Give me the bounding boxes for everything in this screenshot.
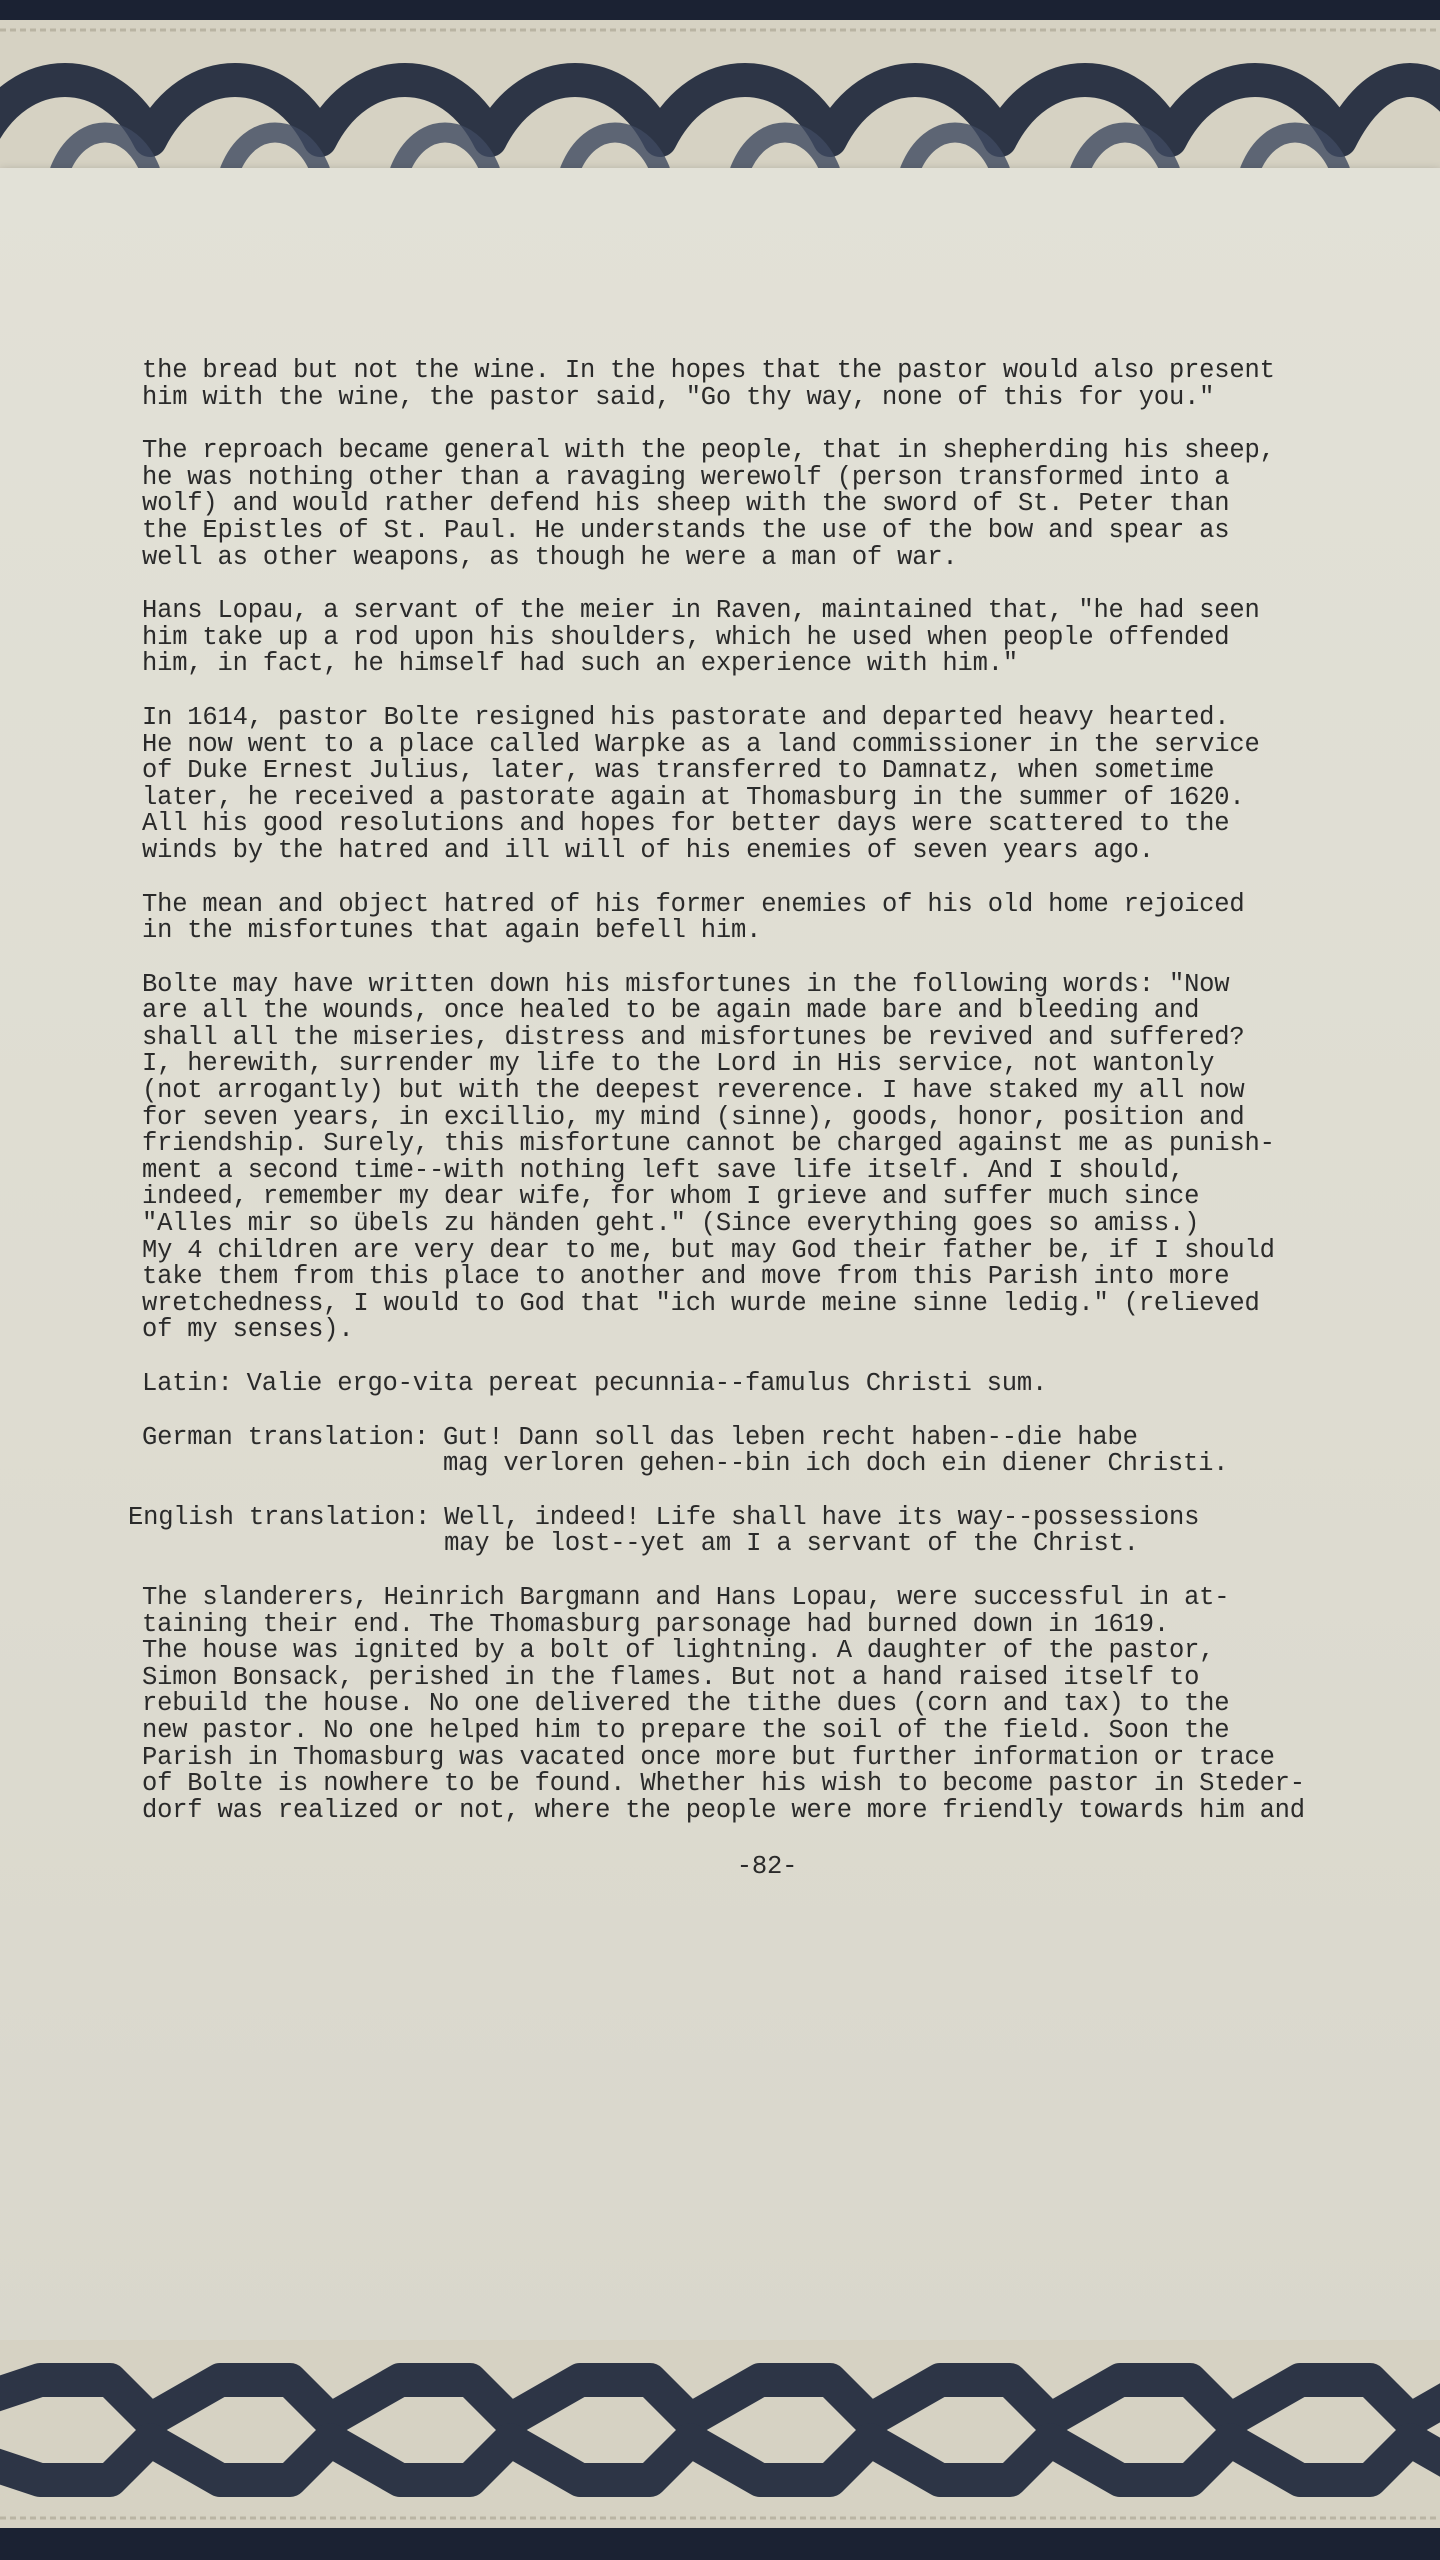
paragraph-4: In 1614, pastor Bolte resigned his pastorate and departed heavy hearted. He now went to a place called Warpke as a land commissioner in the service of Duke Ernest Julius, later, was transferred to Damnatz, when sometime later, he received a pastorate again at Thomasburg in the summer of 1620. All his good resolutions and hopes for better days were scattered to the winds by the hatred and ill will of his enemies of seven years ago.: [142, 702, 1260, 865]
paragraph-2: The reproach became general with the people, that in shepherding his sheep, he was nothing other than a ravaging werewolf (person transformed into a wolf) and would rather defend his sheep with the sword of St. Peter than the Epistles of St. Paul. He understands the use of the bow and spear as well as other weapons, as though he were a man of war.: [142, 436, 1275, 572]
latin-label: Latin:: [142, 1369, 233, 1398]
fabric-band-bottom: [0, 2340, 1440, 2540]
english-translation: [128, 1502, 1392, 1559]
closing-paragraph: The slanderers, Heinrich Bargmann and Hans Lopau, were successful in at- taining their end. The Thomasburg parsonage had burned down in 1619. The house was ignited by a bolt of lightning. A daughter of the pastor, Simon Bonsack, perished in the flames. But not a hand raised itself to rebuild the house. No one delivered the tithe dues (corn and tax) to the new pastor. No one helped him to prepare the soil of the field. Soon the Parish in Thomasburg was vacated once more but further information or trace of Bolte is nowhere to be found. Whether his wish to become pastor in Steder- dorf was realized or not, where the people were more friendly towards him and: [142, 1582, 1305, 1825]
typed-page: [0, 168, 1440, 2353]
page-body: [128, 356, 1392, 1882]
paragraph-1: the bread but not the wine. In the hopes that the pastor would also present him with the wine, the pastor said, "Go thy way, none of this for you.": [142, 356, 1275, 412]
fabric-pattern-bottom: [0, 2340, 1440, 2540]
fabric-pattern-top: [0, 20, 1440, 190]
paragraph-5: The mean and object hatred of his former enemies of his old home rejoiced in the misfortunes that again befell him.: [142, 889, 1245, 946]
page-number: -82-: [736, 1852, 798, 1882]
latin-text: Valie ergo-vita pereat pecunnia--famulus Christi sum.: [246, 1369, 1048, 1398]
german-translation: [142, 1422, 1392, 1479]
german-text: Gut! Dann soll das leben recht haben--die habe mag verloren gehen--bin ich doch ein diener Christi.: [442, 1422, 1229, 1479]
paragraph-6: Bolte may have written down his misfortunes in the following words: "Now are all the wounds, once healed to be again made bare and bleeding and shall all the miseries, distress and misfortunes be revived and suffered? I, herewith, surrender my life to the Lord in His service, not wantonly (not arrogantly) but with the deepest reverence. I have staked my all now for seven years, in excillio, my mind (sinne), goods, honor, position and friendship. Surely, this misfortune cannot be charged against me as punish- ment a second time--with nothing left save life itself. And I should, indeed, remember my dear wife, for whom I grieve and suffer much since "Alles mir so übels zu händen geht." (Since everything goes so amiss.) My 4 children are very dear to me, but may God their father be, if I should take them from this place to another and move from this Parish into more wretchedness, I would to God that "ich wurde meine sinne ledig." (relieved of my senses).: [142, 969, 1275, 1345]
english-text: Well, indeed! Life shall have its way--possessions may be lost--yet am I a servant of the Christ.: [444, 1502, 1200, 1559]
page-number-row: [142, 1854, 1392, 1881]
german-label: German translation:: [142, 1422, 429, 1452]
paragraph-3: Hans Lopau, a servant of the meier in Raven, maintained that, "he had seen him take up a rod upon his shoulders, which he used when people offended him, in fact, he himself had such an experience with him.": [142, 596, 1260, 679]
fabric-band-top: [0, 20, 1440, 190]
english-label: English translation:: [128, 1502, 431, 1532]
latin-quote: [142, 1371, 1392, 1398]
